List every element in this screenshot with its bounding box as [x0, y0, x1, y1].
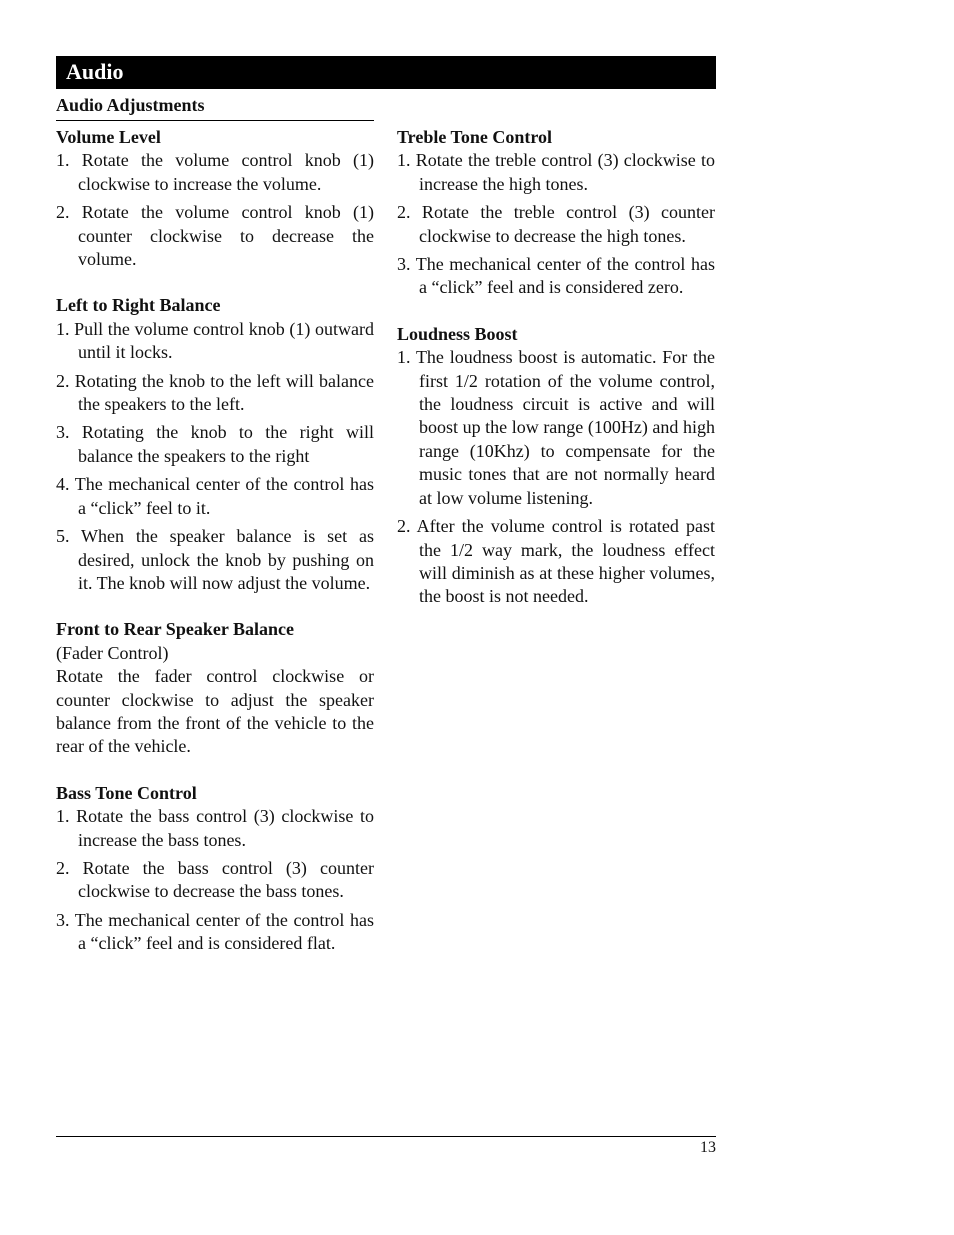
- list-item: 2. Rotate the volume control knob (1) counter clockwise to decrease the volume.: [56, 202, 374, 270]
- section-body: Rotate the fader control clockwise or counter clockwise to adjust the speaker balance from the front of the vehicle to the rear of the vehicle.: [56, 666, 374, 757]
- treble-tone-section: [397, 126, 715, 300]
- section-subtitle: Audio Adjustments: [56, 94, 374, 121]
- list-item: 1. Pull the volume control knob (1) outward until it locks.: [56, 318, 374, 363]
- section-heading: Front to Rear Speaker Balance: [56, 619, 294, 640]
- page-title: Audio: [66, 59, 124, 84]
- list-item: 2. Rotate the treble control (3) counter clockwise to decrease the high tones.: [397, 202, 715, 246]
- footer-divider: [56, 1136, 716, 1137]
- section-heading: Volume Level: [56, 127, 161, 147]
- left-right-balance-section: [56, 294, 374, 595]
- left-column: [56, 126, 374, 979]
- list-item: 3. The mechanical center of the control has a “click” feel and is considered flat.: [56, 909, 374, 954]
- volume-level-section: [56, 126, 374, 271]
- instruction-list: [56, 805, 374, 955]
- list-item: 2. Rotating the knob to the left will balance the speakers to the left.: [56, 370, 374, 415]
- list-item: 5. When the speaker balance is set as desired, unlock the knob by pushing on it. The knob will now adjust the volume.: [56, 526, 374, 593]
- list-item: 3. Rotating the knob to the right will balance the speakers to the right: [56, 422, 374, 466]
- section-heading: Loudness Boost: [397, 323, 518, 344]
- loudness-boost-section: [397, 323, 715, 609]
- front-rear-balance-section: [56, 618, 374, 758]
- section-heading: Left to Right Balance: [56, 295, 221, 316]
- list-item: 1. Rotate the treble control (3) clockwise to increase the high tones.: [397, 150, 715, 194]
- list-item: 2. After the volume control is rotated past the 1/2 way mark, the loudness effect will diminish as at these higher volumes, the boost is not needed.: [397, 516, 715, 607]
- section-heading: Treble Tone Control: [397, 127, 553, 147]
- instruction-list: [56, 318, 374, 595]
- instruction-list: [397, 346, 715, 608]
- instruction-list: [56, 149, 374, 271]
- list-item: 4. The mechanical center of the control has a “click” feel to it.: [56, 474, 374, 518]
- section-banner: [56, 56, 716, 89]
- list-item: 3. The mechanical center of the control has a “click” feel and is considered zero.: [397, 254, 715, 298]
- list-item: 1. Rotate the bass control (3) clockwise to increase the bass tones.: [56, 806, 374, 850]
- instruction-list: [397, 149, 715, 299]
- list-item: 1. Rotate the volume control knob (1) clockwise to increase the volume.: [56, 150, 374, 194]
- page-number: 13: [700, 1139, 716, 1156]
- section-subheading: (Fader Control): [56, 642, 169, 663]
- section-heading: Bass Tone Control: [56, 782, 197, 803]
- list-item: 2. Rotate the bass control (3) counter clockwise to decrease the bass tones.: [56, 857, 374, 902]
- right-column: [397, 126, 715, 632]
- list-item: 1. The loudness boost is automatic. For the first 1/2 rotation of the volume control, the loudness circuit is active and will boost up the low range (100Hz) and high range (10Khz) to compensate for the music tones that are not normally heard at low volume listening.: [397, 347, 715, 508]
- bass-tone-section: [56, 782, 374, 956]
